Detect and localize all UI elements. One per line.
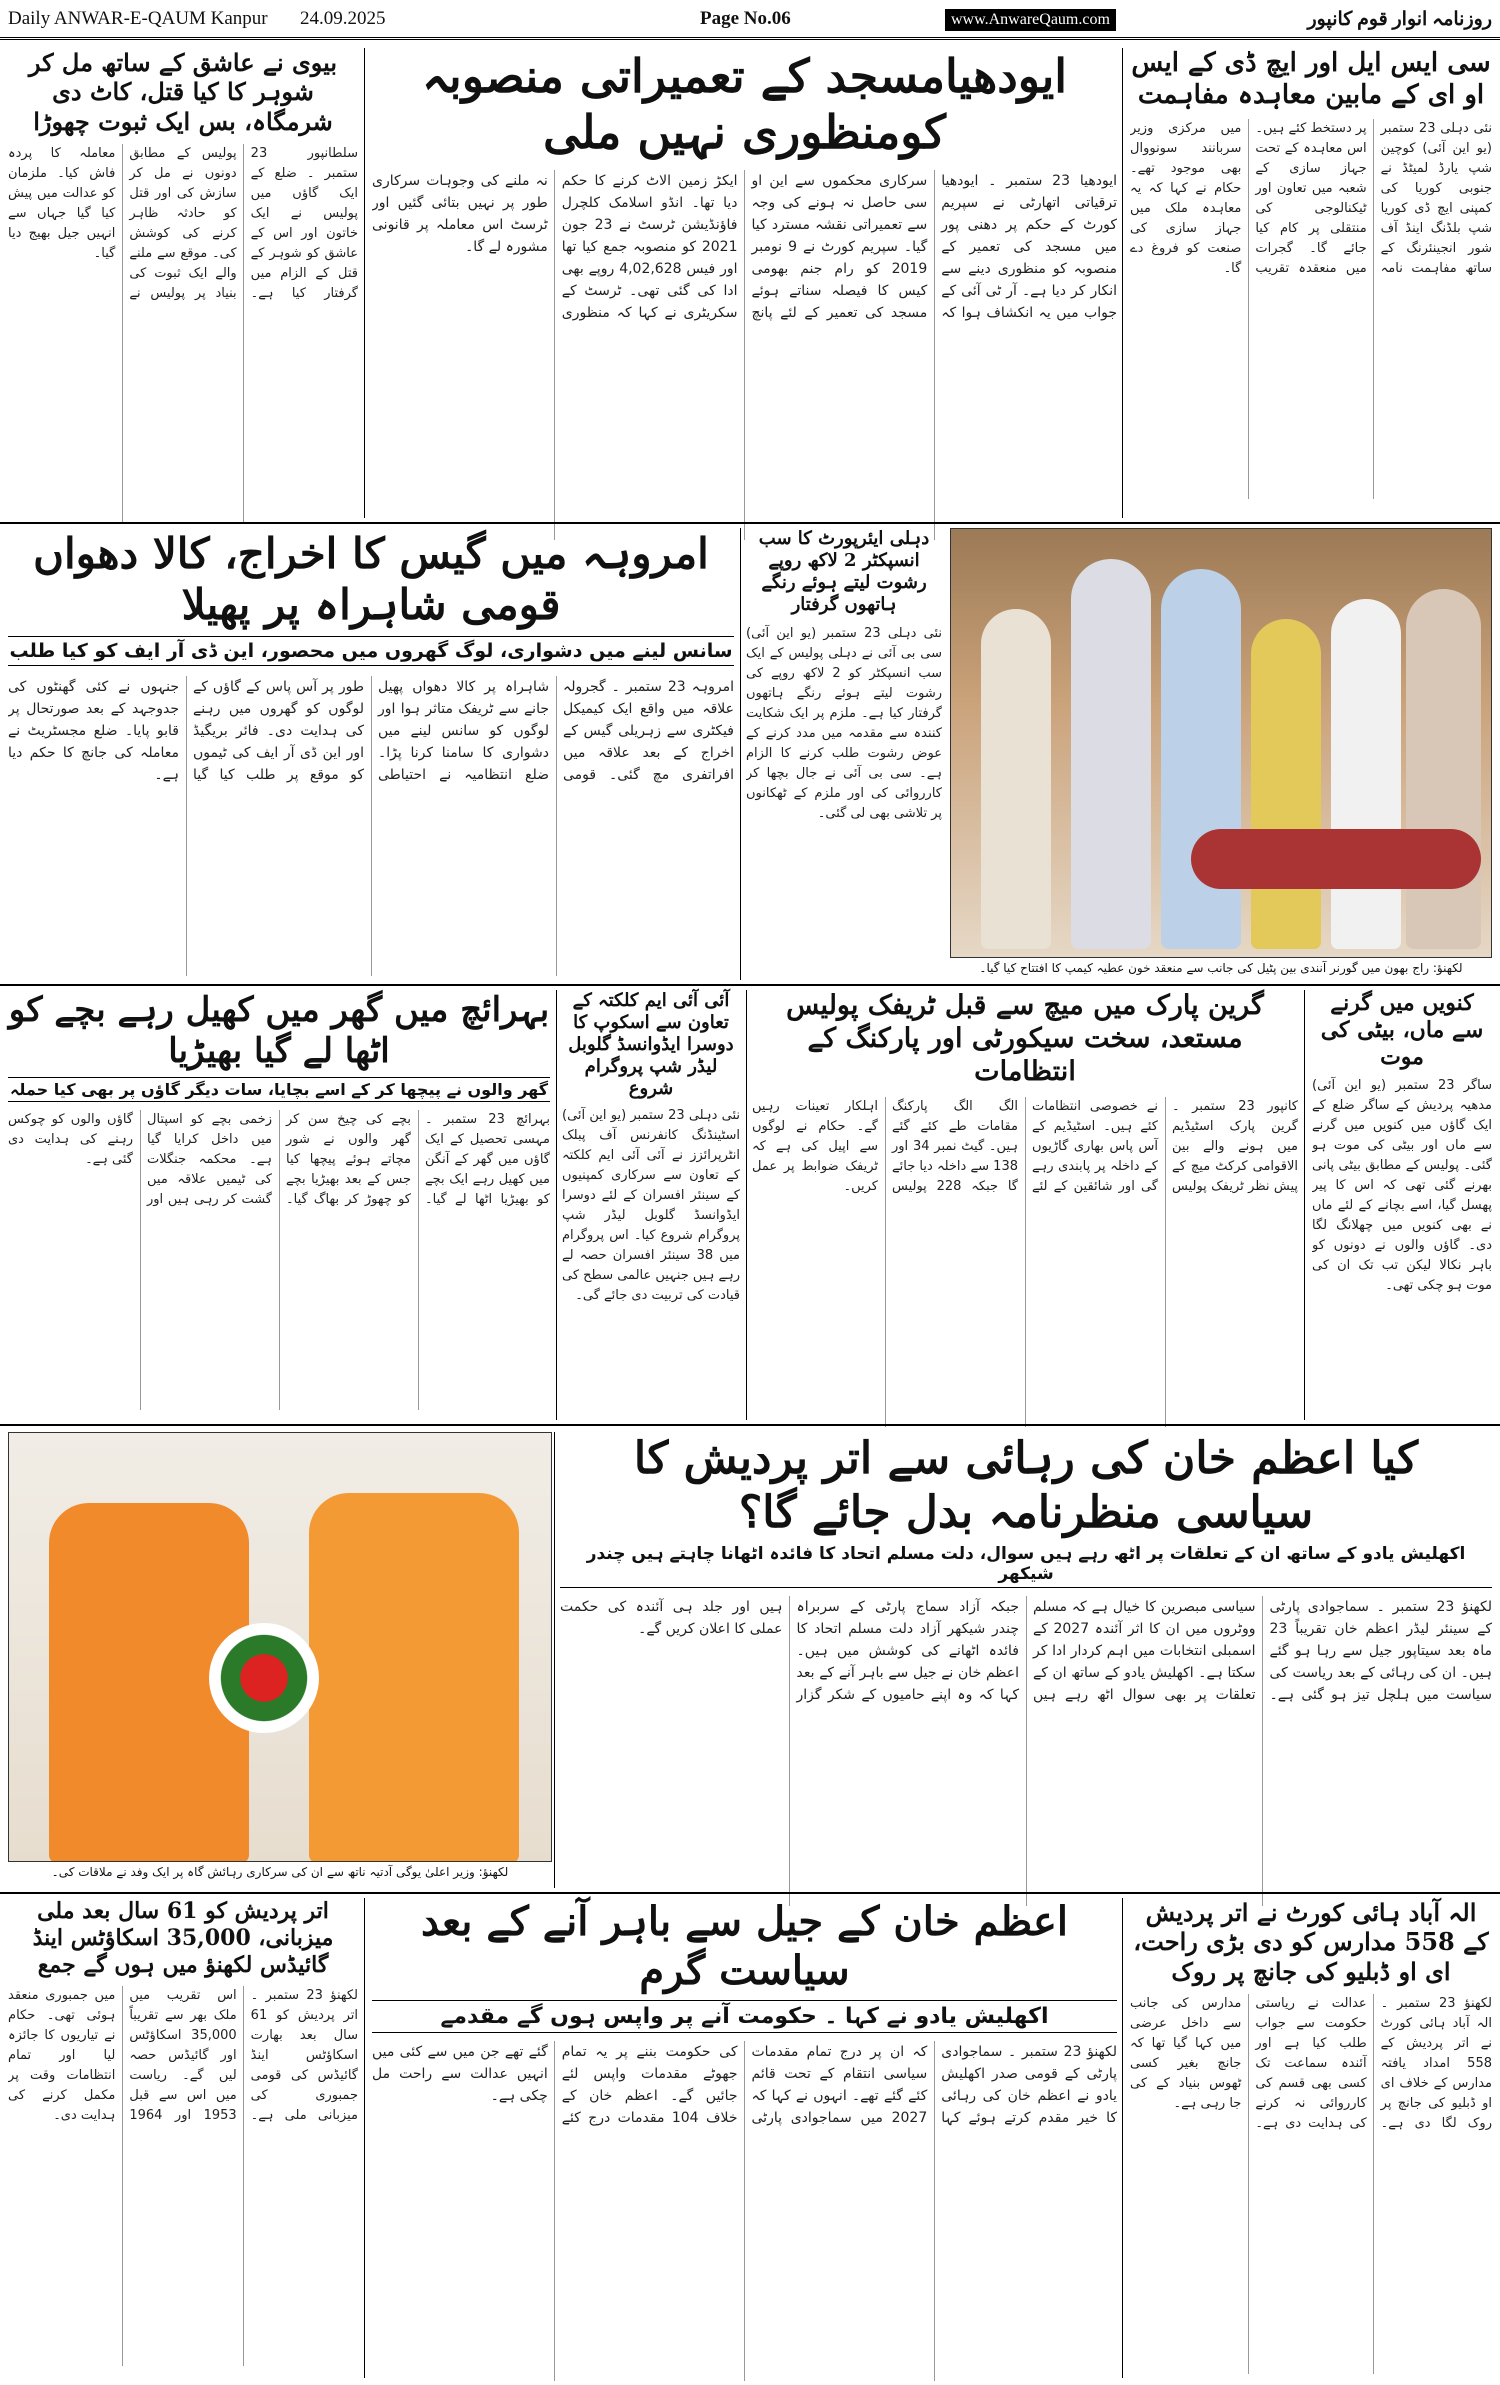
person-figure [1251, 619, 1321, 949]
person-figure [309, 1493, 519, 1862]
article-bribe [746, 528, 942, 980]
flower-bouquet [209, 1623, 319, 1733]
row-divider [0, 1892, 1500, 1894]
column-rule [1122, 48, 1123, 518]
article-body: نئی دہلی 23 ستمبر (یو این آئی) اسٹینڈنگ کانفرنس آف پبلک انٹرپرائزز نے آئی آئی ایم کلکتہ کے تعاون سے سرکاری کمپنیوں کے سینئر افسران کے لئے دوسرا ایڈوانسڈ گلوبل لیڈر شپ پروگرام شروع کیا۔ اس پروگرام میں 38 سینئر افسران حصہ لے رہے ہیں جنہیں عالمی سطح کی قیادت کی تربیت دی جائے گی۔ [562, 1107, 740, 1303]
photo-cm-meeting [8, 1432, 552, 1862]
headline: کیا اعظم خان کی رہائی سے اتر پردیش کا سیاسی منظرنامہ بدل جائے گا؟ [633, 1433, 1419, 1538]
column-rule [740, 528, 741, 980]
subheadline: اکھلیش یادو نے کہا ۔ حکومت آنے پر واپس ہوں گے مقدمے [372, 2000, 1117, 2033]
article-well [1312, 990, 1492, 1420]
article-body: نئی دہلی 23 ستمبر (یو این آئی) سی بی آئی نے دہلی پولیس کے ایک سب انسپکٹر کو 2 لاکھ روپے کی رشوت لیتے ہوئے رنگے ہاتھوں گرفتار کیا ہے۔ ملزم پر ایک شکایت کنندہ سے مقدمہ میں مدد کرنے کے عوض رشوت طلب کرنے کا الزام ہے۔ سی بی آئی نے جال بچھا کر کارروائی کی اور ملزم کے ٹھکانوں پر تلاشی بھی لی گئی۔ [746, 625, 942, 821]
article-body: سلطانپور 23 ستمبر ۔ ضلع کے ایک گاؤں میں پولیس نے ایک خاتون اور اس کے عاشق کو شوہر کے قتل کے الزام میں گرفتار کیا ہے۔ پولیس کے مطابق دونوں نے مل کر سازش کی اور قتل کو حادثہ ظاہر کرنے کی کوشش کی۔ موقع سے ملنے والے ایک ثبوت کی بنیاد پر پولیس نے معاملہ کا پردہ فاش کیا۔ ملزمان کو عدالت میں پیش کیا گیا جہاں سے انہیں جیل بھیج دیا گیا۔ [8, 145, 358, 301]
article-bahraich [8, 990, 550, 1420]
photo-caption: لکھنؤ: راج بھون میں گورنر آنندی بین پٹیل کی جانب سے منعقد خون عطیہ کیمپ کا افتتاح کیا گیا۔ [950, 960, 1492, 980]
column-rule [364, 48, 365, 518]
article-body: بہرائچ 23 ستمبر ۔ مہسی تحصیل کے ایک گاؤں میں گھر کے آنگن میں کھیل رہے ایک بچے کو بھیڑیا اٹھا لے گیا۔ بچے کی چیخ سن کر گھر والوں نے شور مچاتے ہوئے پیچھا کیا جس کے بعد بھیڑیا بچے کو چھوڑ کر بھاگ گیا۔ زخمی بچے کو اسپتال میں داخل کرایا گیا ہے۔ محکمہ جنگلات کی ٹیمیں علاقہ میں گشت کر رہی ہیں اور گاؤں والوں کو چوکس رہنے کی ہدایت دی گئی ہے۔ [8, 1111, 550, 1207]
headline: دہلی ایئرپورٹ کا سب انسپکٹر 2 لاکھ روپے رشوت لیتے ہوئے رنگے ہاتھوں گرفتار [758, 528, 930, 615]
photo-caption: لکھنؤ: وزیر اعلیٰ یوگی آدتیہ ناتھ سے ان کی سرکاری رہائش گاہ پر ایک وفد نے ملاقات کی۔ [8, 1864, 552, 1884]
person-figure [1406, 589, 1481, 949]
article-body: امروہہ 23 ستمبر ۔ گجرولہ علاقہ میں واقع ایک کیمیکل فیکٹری سے زہریلی گیس کے اخراج کے بعد علاقہ میں افراتفری مچ گئی۔ قومی شاہراہ پر کالا دھواں پھیل جانے سے ٹریفک متاثر ہوا اور لوگوں کو سانس لینے میں دشواری کا سامنا کرنا پڑا۔ ضلع انتظامیہ نے احتیاطی طور پر آس پاس کے گاؤں کے لوگوں کو گھروں میں رہنے کی ہدایت دی۔ فائر بریگیڈ اور این ڈی آر ایف کی ٹیموں کو موقع پر طلب کیا گیا جنہوں نے کئی گھنٹوں کی جدوجہد کے بعد صورتحال پر قابو پایا۔ ضلع مجسٹریٹ نے معاملہ کی جانچ کا حکم دیا ہے۔ [8, 679, 734, 784]
paper-name-ur: روزنامہ انوار قوم کانپور [1307, 9, 1492, 30]
article-body: ساگر 23 ستمبر (یو این آئی) مدھیہ پردیش کے ساگر ضلع کے ایک گاؤں میں کنویں میں گرنے سے ماں اور بیٹی کی موت ہو گئی۔ پولیس کے مطابق بیٹی پانی بھرنے گئی تھی کہ اس کا پیر پھسل گیا، اسے بچانے کے لئے ماں نے بھی کنویں میں چھلانگ لگا دی۔ گاؤں والوں نے دونوں کو باہر نکالا لیکن تب تک ان کی موت ہو چکی تھی۔ [1312, 1078, 1492, 1294]
headline: گرین پارک میں میچ سے قبل ٹریفک پولیس مستعد، سخت سیکورٹی اور پارکنگ کے انتظامات [786, 990, 1264, 1087]
article-body: نئی دہلی 23 ستمبر (یو این آئی) کوچین شپ یارڈ لمیٹڈ نے جنوبی کوریا کی کمپنی ایچ ڈی کوریا شپ بلڈنگ اینڈ آف شور انجینئرنگ کے ساتھ مفاہمت نامہ پر دستخط کئے ہیں۔ اس معاہدہ کے تحت جہاز سازی کے شعبہ میں تعاون اور ٹیکنالوجی کی منتقلی پر کام کیا جائے گا۔ گجرات میں منعقدہ تقریب میں مرکزی وزیر سربانند سونووال بھی موجود تھے۔ حکام نے کہا کہ یہ معاہدہ ملک میں جہاز سازی کی صنعت کو فروغ دے گا۔ [1130, 121, 1492, 277]
article-iim [562, 990, 740, 1420]
article-azam-khan-release [560, 1432, 1492, 1888]
subheadline: اکھلیش یادو کے ساتھ ان کے تعلقات پر اٹھ رہے ہیں سوال، دلت مسلم اتحاد کا فائدہ اٹھانا چاہتے ہیں چندر شیکھر [560, 1543, 1492, 1588]
subheadline: سانس لینے میں دشواری، لوگ گھروں میں محصور، این ڈی آر ایف کو کیا طلب [8, 636, 734, 666]
article-body: لکھنؤ 23 ستمبر ۔ الہ آباد ہائی کورٹ نے اتر پردیش کے 558 امداد یافتہ مدارس کے خلاف ای او ڈبلیو کی جانچ پر روک لگا دی ہے۔ عدالت نے ریاستی حکومت سے جواب طلب کیا ہے اور آئندہ سماعت تک کسی بھی قسم کی کارروائی نہ کرنے کی ہدایت دی ہے۔ مدارس کی جانب سے داخل عرضی میں کہا گیا تھا کہ جانچ بغیر کسی ٹھوس بنیاد کے کی جا رہی ہے۔ [1130, 1995, 1492, 2131]
issue-date: 24.09.2025 [300, 8, 386, 29]
headline: الہ آباد ہائی کورٹ نے اتر پردیش کے 558 مدارس کو دی بڑی راحت، ای او ڈبلیو کی جانچ پر روک [1133, 1898, 1489, 1986]
subheadline: گھر والوں نے پیچھا کر کے اسے بچایا، سات دیگر گاؤں پر بھی کیا حملہ [8, 1077, 550, 1102]
person-figure [1161, 569, 1241, 949]
article-body: لکھنؤ 23 ستمبر ۔ اتر پردیش کو 61 سال بعد بھارت اسکاؤٹس اینڈ گائیڈس کی قومی جمبوری کی میزبانی ملی ہے۔ اس تقریب میں ملک بھر سے تقریباً 35,000 اسکاؤٹس اور گائیڈس حصہ لیں گے۔ ریاست میں اس سے قبل 1953 اور 1964 میں جمبوری منعقد ہوئی تھی۔ حکام نے تیاریوں کا جائزہ لیا اور تمام انتظامات وقت پر مکمل کرنے کی ہدایت دی۔ [8, 1988, 358, 2124]
article-ayodhya [372, 48, 1117, 518]
masthead [0, 0, 1500, 40]
headline: ایودھیامسجد کے تعمیراتی منصوبہ کومنظوری نہیں ملی [421, 49, 1068, 160]
column-rule [554, 1432, 555, 1888]
column-rule [556, 990, 557, 1420]
column-rule [364, 1898, 365, 2378]
article-body: لکھنؤ 23 ستمبر ۔ سماجوادی پارٹی کے قومی صدر اکھلیش یادو نے اعظم خان کی رہائی کا خیر مقدم کرتے ہوئے کہا کہ ان پر درج تمام مقدمات سیاسی انتقام کے تحت قائم کئے گئے تھے۔ انہوں نے کہا کہ 2027 میں سماجوادی پارٹی کی حکومت بننے پر یہ تمام جھوٹے مقدمات واپس لئے جائیں گے۔ اعظم خان کے خلاف 104 مقدمات درج کئے گئے تھے جن میں سے کئی میں انہیں عدالت سے راحت مل چکی ہے۔ [372, 2043, 1117, 2126]
article-amroha [8, 528, 734, 980]
headline: بہرائچ میں گھر میں کھیل رہے بچے کو اٹھا لے گیا بھیڑیا [8, 990, 550, 1072]
headline: اعظم خان کے جیل سے باہر آنے کے بعد سیاست گرم [420, 1898, 1069, 1994]
column-rule [1304, 990, 1305, 1420]
person-figure [1071, 559, 1151, 949]
person-figure [1331, 599, 1401, 949]
headline: اتر پردیش کو 61 سال بعد ملی میزبانی، 35,000 اسکاؤٹس اینڈ گائیڈس لکھنؤ میں ہوں گے جمع [32, 1898, 334, 1978]
row-divider [0, 984, 1500, 986]
headline: آئی آئی ایم کلکتہ کے تعاون سے اسکوپ کا دوسرا ایڈوانسڈ گلوبل لیڈر شپ پروگرام شروع [568, 990, 734, 1099]
website-url[interactable]: www.AnwareQaum.com [945, 9, 1116, 31]
page-number: Page No.06 [700, 8, 791, 29]
article-body: ایودھیا 23 ستمبر ۔ ایودھیا ترقیاتی اتھارٹی نے سپریم کورٹ کے حکم پر دھنی پور میں مسجد کی تعمیر کے منصوبہ کو منظوری دینے سے انکار کر دیا ہے۔ آر ٹی آئی کے جواب میں یہ انکشاف ہوا کہ سرکاری محکموں سے این او سی حاصل نہ ہونے کی وجہ سے تعمیراتی نقشہ مسترد کیا گیا۔ سپریم کورٹ نے 9 نومبر 2019 کو رام جنم بھومی کیس کا فیصلہ سناتے ہوئے مسجد کی تعمیر کے لئے پانچ ایکڑ زمین الاٹ کرنے کا حکم دیا تھا۔ انڈو اسلامک کلچرل فاؤنڈیشن ٹرسٹ نے 23 جون 2021 کو منصوبہ جمع کیا تھا اور فیس 4,02,628 روپے بھی ادا کی گئی تھی۔ ٹرسٹ کے سکریٹری نے کہا کہ منظوری نہ ملنے کی وجوہات سرکاری طور پر نہیں بتائی گئیں اور ٹرسٹ اس معاملہ پر قانونی مشورہ لے گا۔ [372, 173, 1117, 322]
article-madrasa [1130, 1898, 1492, 2378]
headline: سی ایس ایل اور ایچ ڈی کے ایس او ای کے مابین معاہدہ مفاہمت [1131, 48, 1491, 110]
article-azam-akhilesh [372, 1898, 1117, 2378]
article-wife-crime [8, 48, 358, 518]
article-body: لکھنؤ 23 ستمبر ۔ سماجوادی پارٹی کے سینئر لیڈر اعظم خان تقریباً 23 ماہ بعد سیتاپور جیل سے رہا ہو گئے ہیں۔ ان کی رہائی کے بعد ریاست کی سیاست میں ہلچل تیز ہو گئی ہے۔ سیاسی مبصرین کا خیال ہے کہ مسلم ووٹروں میں ان کا اثر آئندہ 2027 کے اسمبلی انتخابات میں اہم کردار ادا کر سکتا ہے۔ اکھلیش یادو کے ساتھ ان کے تعلقات پر بھی سوال اٹھ رہے ہیں جبکہ آزاد سماج پارٹی کے سربراہ چندر شیکھر آزاد دلت مسلم اتحاد کا فائدہ اٹھانے کی کوشش میں ہیں۔ اعظم خان نے جیل سے باہر آنے کے بعد کہا کہ وہ اپنے حامیوں کے شکر گزار ہیں اور جلد ہی آئندہ کی حکمت عملی کا اعلان کریں گے۔ [560, 1599, 1492, 1704]
headline: بیوی نے عاشق کے ساتھ مل کر شوہر کا کیا قتل، کاٹ دی شرمگاہ، بس ایک ثبوت چھوڑا [28, 48, 338, 136]
person-figure [981, 609, 1051, 949]
photo-blood-donation [950, 528, 1492, 958]
paper-name-en: Daily ANWAR-E-QAUM Kanpur [8, 8, 268, 29]
article-scouts [8, 1898, 358, 2378]
article-green-park [752, 990, 1298, 1420]
row-divider [0, 522, 1500, 524]
column-rule [1122, 1898, 1123, 2378]
column-rule [746, 990, 747, 1420]
row-divider [0, 1424, 1500, 1426]
headline: کنویں میں گرنے سے ماں، بیٹی کی موت [1320, 990, 1484, 1070]
article-shipyard [1130, 48, 1492, 518]
headline: امروہہ میں گیس کا اخراج، کالا دھواں قومی شاہراہ پر پھیلا [33, 529, 709, 630]
donation-bed [1191, 829, 1481, 889]
article-body: کانپور 23 ستمبر ۔ گرین پارک اسٹیڈیم میں ہونے والے بین الاقوامی کرکٹ میچ کے پیش نظر ٹریفک پولیس نے خصوصی انتظامات کئے ہیں۔ اسٹیڈیم کے آس پاس بھاری گاڑیوں کے داخلہ پر پابندی رہے گی اور شائقین کے لئے الگ الگ پارکنگ مقامات طے کئے گئے ہیں۔ گیٹ نمبر 34 اور 138 سے داخلہ دیا جائے گا جبکہ 228 پولیس اہلکار تعینات رہیں گے۔ حکام نے لوگوں سے اپیل کی ہے کہ ٹریفک ضوابط پر عمل کریں۔ [752, 1098, 1298, 1194]
